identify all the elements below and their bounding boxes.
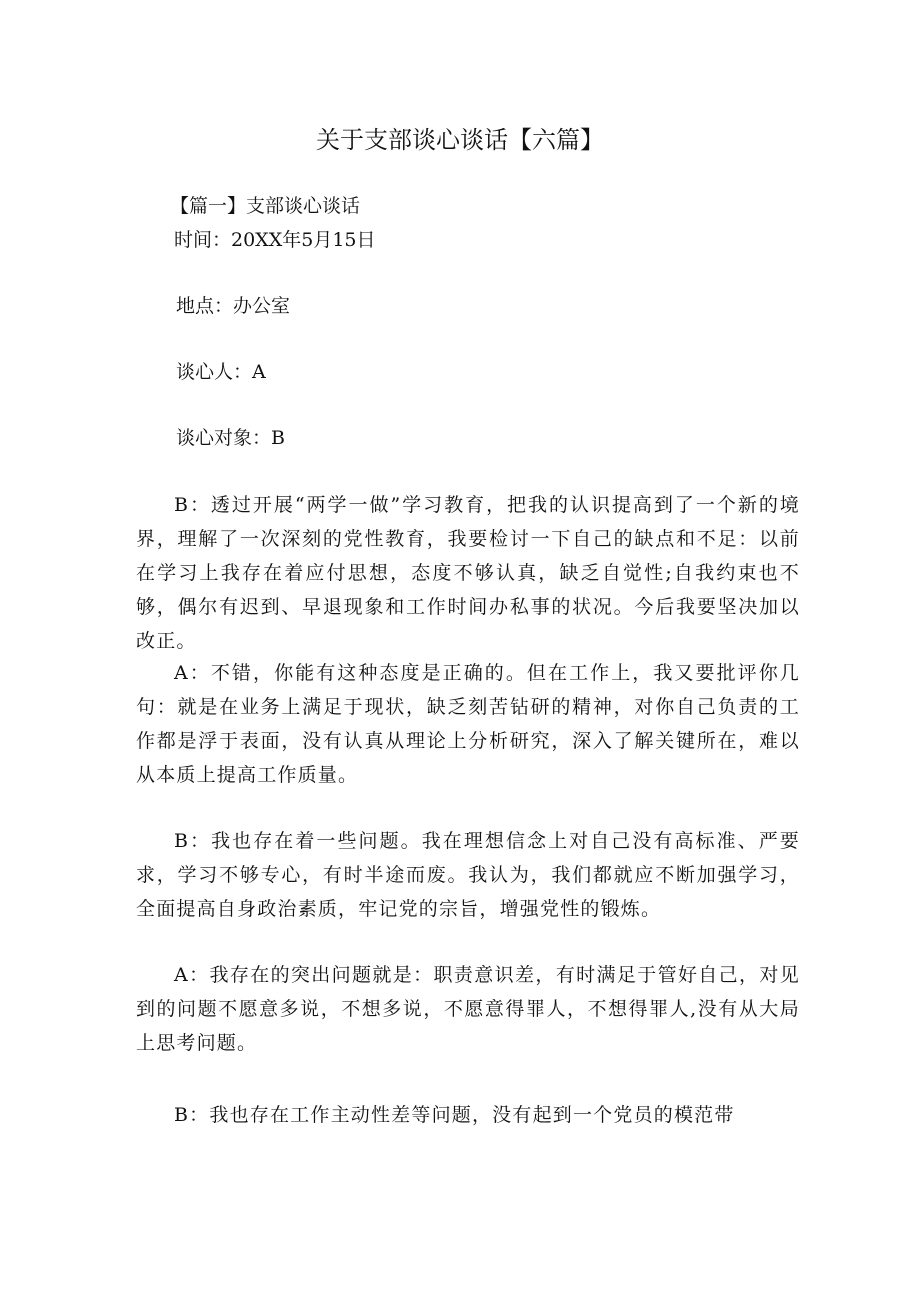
meta-time: 时间：20XX年5月15日	[174, 229, 376, 251]
paragraph-2: A：不错，你能有这种态度是正确的。但在工作上，我又要批评你几句：就是在业务上满足于现状，缺乏刻苦钻研的精神，对你自己负责的工作都是浮于表面，没有认真从理论上分析研究，深入了解关键所在，难以从本质上提高工作质量。	[136, 662, 800, 786]
paragraph-3: B：我也存在着一些问题。我在理想信念上对自己没有高标准、严要求，学习不够专心，有时半途而废。我认为，我们都就应不断加强学习，全面提高自身政治素质，牢记党的宗旨，增强党性的锻炼。	[136, 830, 800, 920]
document-title: 关于支部谈心谈话【六篇】	[316, 126, 604, 154]
paragraph-4: A：我存在的突出问题就是：职责意识差，有时满足于管好自己，对见到的问题不愿意多说，不想多说，不愿意得罪人，不想得罪人,没有从大局上思考问题。	[136, 964, 800, 1054]
meta-target: 谈心对象：B	[176, 427, 285, 449]
paragraph-1: B：透过开展“两学一做”学习教育，把我的认识提高到了一个新的境界，理解了一次深刻的党性教育，我要检讨一下自己的缺点和不足：以前在学习上我存在着应付思想，态度不够认真，缺乏自觉性;自我约束也不够，偶尔有迟到、早退现象和工作时间办私事的状况。今后我要坚决加以改正。	[136, 494, 800, 652]
meta-talker: 谈心人：A	[176, 361, 266, 383]
meta-place: 地点：办公室	[176, 295, 291, 317]
section-heading: 【篇一】支部谈心谈话	[170, 195, 361, 217]
paragraph-5: B：我也存在工作主动性差等问题，没有起到一个党员的模范带	[174, 1104, 735, 1126]
